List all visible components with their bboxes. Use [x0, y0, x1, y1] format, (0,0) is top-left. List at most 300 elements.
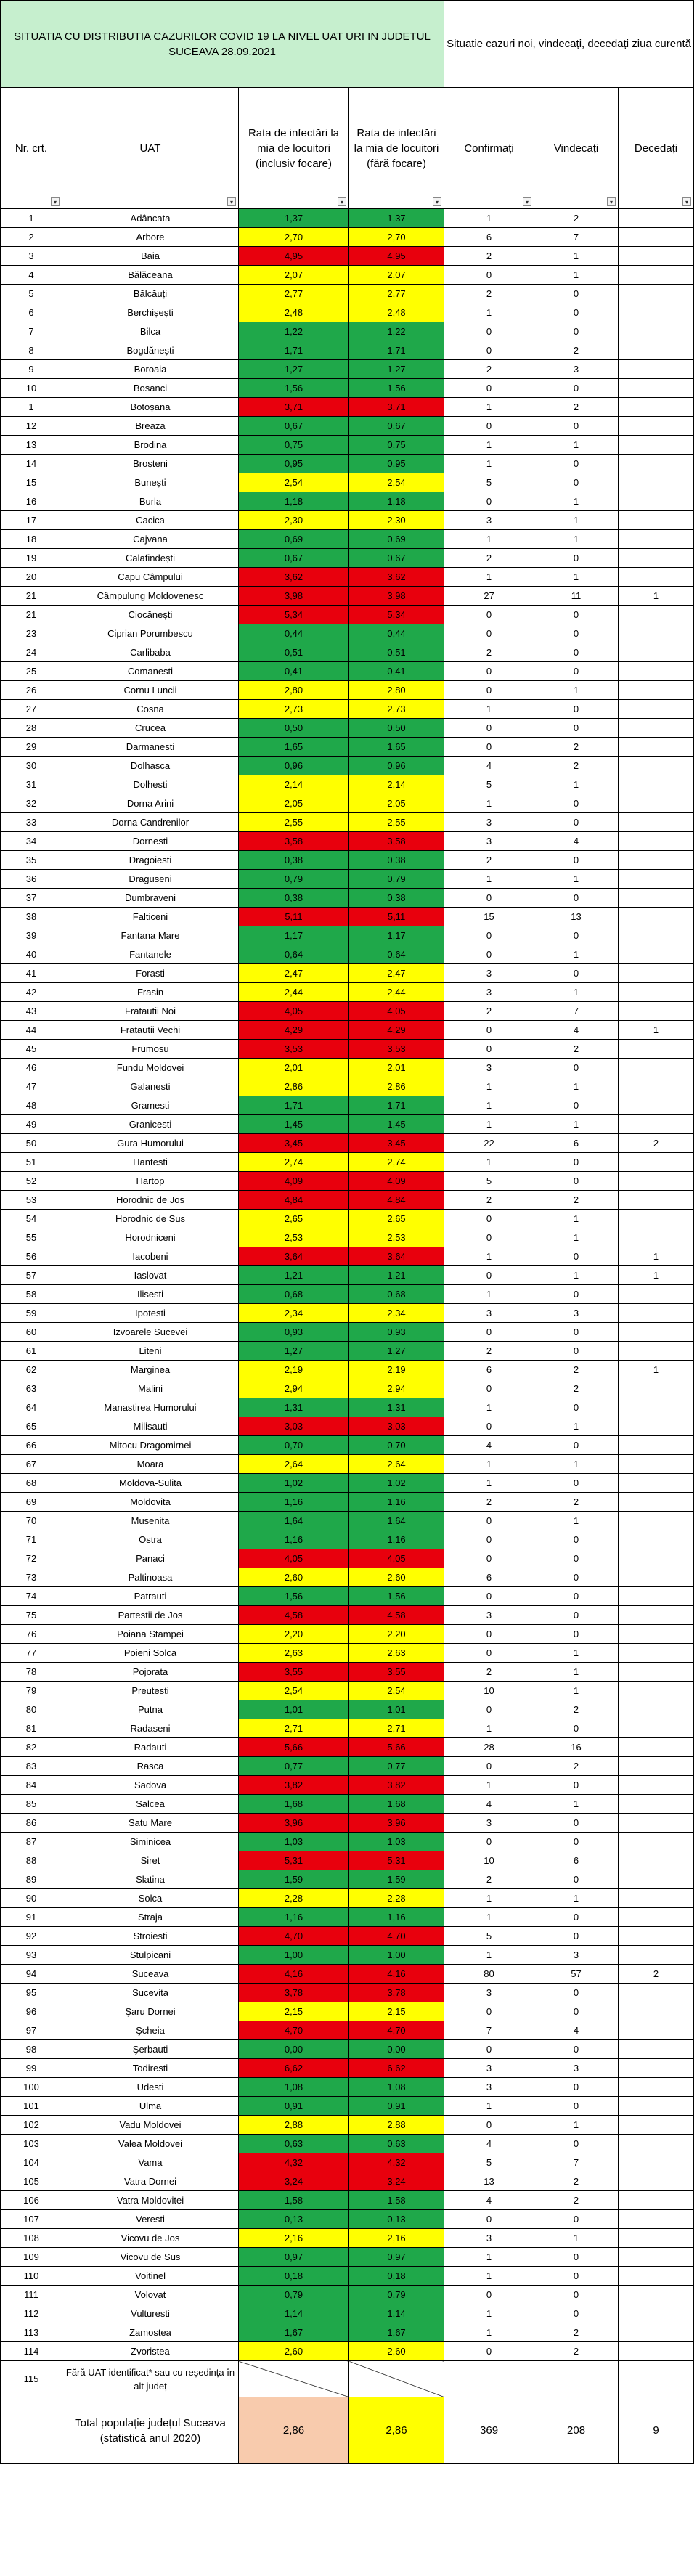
- row-rate-excl: 3,45: [349, 1134, 444, 1153]
- row-rate-excl: 5,31: [349, 1851, 444, 1870]
- row-rate-excl: 0,51: [349, 643, 444, 662]
- row-vindecati: 0: [534, 700, 619, 719]
- row-vindecati: 4: [534, 2021, 619, 2040]
- row-decedati: [619, 1096, 694, 1115]
- row-rate-excl: 1,17: [349, 926, 444, 945]
- row-uat-name: Hantesti: [62, 1153, 239, 1172]
- row-nr: 93: [1, 1946, 62, 1965]
- row-rate-excl: 1,14: [349, 2304, 444, 2323]
- row-decedati: [619, 870, 694, 889]
- header-rate-excl-label: Rata de infectări la mia de locuitori (fără focare): [354, 126, 439, 170]
- row-uat-name: Satu Mare: [62, 1814, 239, 1833]
- row-rate-excl: 0,93: [349, 1323, 444, 1342]
- row-confirmati: 2: [444, 1002, 534, 1021]
- total-vindecati: 208: [534, 2397, 619, 2464]
- row-nr: 53: [1, 1191, 62, 1210]
- row-confirmati: 1: [444, 2323, 534, 2342]
- row-confirmati: 1: [444, 1455, 534, 1474]
- row-rate-incl: 1,64: [239, 1512, 349, 1530]
- row-confirmati: 1: [444, 1115, 534, 1134]
- row-nr: 12: [1, 417, 62, 436]
- row-uat-name: Solca: [62, 1889, 239, 1908]
- row-rate-excl: 5,11: [349, 908, 444, 926]
- row-rate-incl: 0,38: [239, 889, 349, 908]
- row-confirmati: 3: [444, 1814, 534, 1833]
- table-row: [1, 1059, 694, 1077]
- row-nr: 95: [1, 1984, 62, 2002]
- row-vindecati: 2: [534, 1361, 619, 1379]
- row-confirmati: 0: [444, 2210, 534, 2229]
- total-rate-incl: 2,86: [239, 2397, 349, 2464]
- row-uat-name: Bunești: [62, 473, 239, 492]
- header-uat: [62, 88, 239, 209]
- empty-cell: [1, 2397, 62, 2464]
- table-row: [1, 1247, 694, 1266]
- row-decedati: [619, 1946, 694, 1965]
- row-decedati: [619, 1191, 694, 1210]
- row-rate-excl: 2,55: [349, 813, 444, 832]
- row-nr: 21: [1, 587, 62, 606]
- row-nr: 4: [1, 266, 62, 285]
- table-row: [1, 1398, 694, 1417]
- row-uat-name: Vadu Moldovei: [62, 2116, 239, 2135]
- row-decedati: [619, 266, 694, 285]
- row-vindecati: 2: [534, 1700, 619, 1719]
- row-nr: 35: [1, 851, 62, 870]
- table-row: [1, 1889, 694, 1908]
- filter-dropdown-icon[interactable]: ▾: [682, 197, 691, 206]
- row-confirmati: 1: [444, 1285, 534, 1304]
- row-vindecati: 2: [534, 2342, 619, 2361]
- row-uat-name: Falticeni: [62, 908, 239, 926]
- row-rate-excl: 2,05: [349, 794, 444, 813]
- row-rate-excl: 2,54: [349, 473, 444, 492]
- row-decedati: [619, 606, 694, 624]
- table-row: [1, 2304, 694, 2323]
- row-rate-excl: 3,58: [349, 832, 444, 851]
- row-vindecati: 0: [534, 1342, 619, 1361]
- table-row: [1, 455, 694, 473]
- table-row: [1, 2248, 694, 2267]
- table-row: [1, 2286, 694, 2304]
- table-row: [1, 2040, 694, 2059]
- row-uat-name: Dolhesti: [62, 775, 239, 794]
- row-vindecati: 0: [534, 1814, 619, 1833]
- row-decedati: [619, 1530, 694, 1549]
- row-rate-incl: 0,91: [239, 2097, 349, 2116]
- table-row: [1, 889, 694, 908]
- table-row: [1, 738, 694, 757]
- filter-dropdown-icon[interactable]: ▾: [338, 197, 346, 206]
- row-rate-incl: 2,54: [239, 1682, 349, 1700]
- row-rate-incl: 4,84: [239, 1191, 349, 1210]
- row-confirmati: 0: [444, 266, 534, 285]
- row-decedati: [619, 568, 694, 587]
- row-nr: 69: [1, 1493, 62, 1512]
- row-nr: 13: [1, 436, 62, 455]
- row-rate-excl: 1,65: [349, 738, 444, 757]
- row-vindecati: 0: [534, 322, 619, 341]
- row-confirmati: 1: [444, 436, 534, 455]
- row-uat-name: Frasin: [62, 983, 239, 1002]
- row-rate-excl: 1,71: [349, 341, 444, 360]
- row-uat-name: Arbore: [62, 228, 239, 247]
- row-rate-excl: 2,30: [349, 511, 444, 530]
- row-rate-incl: 4,29: [239, 1021, 349, 1040]
- row-rate-excl: 2,63: [349, 1644, 444, 1663]
- row-confirmati: 1: [444, 2097, 534, 2116]
- row-confirmati: 0: [444, 1549, 534, 1568]
- row-confirmati: 80: [444, 1965, 534, 1984]
- row-decedati: 1: [619, 1247, 694, 1266]
- row-confirmati: 0: [444, 1323, 534, 1342]
- row-rate-incl: 0,67: [239, 417, 349, 436]
- filter-dropdown-icon[interactable]: ▾: [523, 197, 531, 206]
- row-rate-excl: 3,82: [349, 1776, 444, 1795]
- row-vindecati: 0: [534, 794, 619, 813]
- row-vindecati: 0: [534, 2210, 619, 2229]
- row-confirmati: 0: [444, 1379, 534, 1398]
- row-rate-incl: 2,86: [239, 1077, 349, 1096]
- row-rate-incl: 4,05: [239, 1549, 349, 1568]
- row-uat-name: Stulpicani: [62, 1946, 239, 1965]
- filter-dropdown-icon[interactable]: ▾: [227, 197, 236, 206]
- row-rate-excl: 2,47: [349, 964, 444, 983]
- row-rate-excl: 2,53: [349, 1228, 444, 1247]
- row-rate-incl: 2,73: [239, 700, 349, 719]
- header-nr-label: Nr. crt.: [15, 142, 48, 155]
- table-row: [1, 1946, 694, 1965]
- row-confirmati: 0: [444, 1587, 534, 1606]
- row-decedati: [619, 2021, 694, 2040]
- row-uat-name: Radaseni: [62, 1719, 239, 1738]
- row-decedati: [619, 1002, 694, 1021]
- row-vindecati: 1: [534, 983, 619, 1002]
- row-decedati: [619, 1059, 694, 1077]
- row-rate-incl: 0,50: [239, 719, 349, 738]
- row-nr: 92: [1, 1927, 62, 1946]
- row-uat-name: Bălăceana: [62, 266, 239, 285]
- row-uat-name: Vatra Dornei: [62, 2172, 239, 2191]
- row-confirmati: 1: [444, 398, 534, 417]
- row-vindecati: 0: [534, 1398, 619, 1417]
- row-confirmati: 3: [444, 1304, 534, 1323]
- row-nr: 107: [1, 2210, 62, 2229]
- row-nr: 8: [1, 341, 62, 360]
- row-vindecati: 1: [534, 775, 619, 794]
- row-nr: 14: [1, 455, 62, 473]
- table-row: [1, 2153, 694, 2172]
- row-vindecati: 4: [534, 1021, 619, 1040]
- row-vindecati: 1: [534, 247, 619, 266]
- row-nr: 28: [1, 719, 62, 738]
- row-vindecati: 7: [534, 1002, 619, 1021]
- row-rate-excl: 2,86: [349, 1077, 444, 1096]
- row-nr: 17: [1, 511, 62, 530]
- row-uat-name: Bosanci: [62, 379, 239, 398]
- table-row: [1, 1682, 694, 1700]
- row-nr: 72: [1, 1549, 62, 1568]
- row-confirmati: 2: [444, 851, 534, 870]
- row-confirmati: 5: [444, 1172, 534, 1191]
- row-decedati: [619, 851, 694, 870]
- row-rate-incl: 1,56: [239, 379, 349, 398]
- row-decedati: [619, 757, 694, 775]
- row-decedati: [619, 2135, 694, 2153]
- row-rate-excl: 2,70: [349, 228, 444, 247]
- row-uat-name: Preutesti: [62, 1682, 239, 1700]
- row-nr: 110: [1, 2267, 62, 2286]
- row-rate-excl: 3,98: [349, 587, 444, 606]
- row-decedati: [619, 662, 694, 681]
- row-rate-excl: 0,41: [349, 662, 444, 681]
- header-uat-label: UAT: [139, 142, 161, 155]
- row-nr: 57: [1, 1266, 62, 1285]
- row-uat-name: Putna: [62, 1700, 239, 1719]
- row-rate-incl: 0,96: [239, 757, 349, 775]
- row-confirmati: 2: [444, 549, 534, 568]
- table-row: [1, 662, 694, 681]
- row-rate-incl: 1,21: [239, 1266, 349, 1285]
- table-row: [1, 1833, 694, 1851]
- row-decedati: [619, 379, 694, 398]
- table-row: [1, 1719, 694, 1738]
- row-vindecati: 0: [534, 813, 619, 832]
- row-confirmati: 13: [444, 2172, 534, 2191]
- row-confirmati: 3: [444, 2229, 534, 2248]
- row-confirmati: 0: [444, 2002, 534, 2021]
- row-nr: 102: [1, 2116, 62, 2135]
- row-decedati: [619, 1757, 694, 1776]
- row-confirmati: 0: [444, 1833, 534, 1851]
- table-row: [1, 379, 694, 398]
- row-rate-excl: 3,03: [349, 1417, 444, 1436]
- row-uat-name: Carlibaba: [62, 643, 239, 662]
- row-rate-excl: 2,19: [349, 1361, 444, 1379]
- row-nr: 71: [1, 1530, 62, 1549]
- row-vindecati: 0: [534, 1247, 619, 1266]
- row-uat-name: Fratautii Vechi: [62, 1021, 239, 1040]
- row-vindecati: 0: [534, 2002, 619, 2021]
- row-uat-name: Calafindești: [62, 549, 239, 568]
- table-row: [1, 436, 694, 455]
- row-rate-excl: 2,64: [349, 1455, 444, 1474]
- row-confirmati: 1: [444, 455, 534, 473]
- row-rate-excl: 1,22: [349, 322, 444, 341]
- row-uat-name: Musenita: [62, 1512, 239, 1530]
- row-uat-name: Vama: [62, 2153, 239, 2172]
- row-vindecati: 0: [534, 1927, 619, 1946]
- row-nr: 75: [1, 1606, 62, 1625]
- row-uat-name: Ostra: [62, 1530, 239, 1549]
- row-nr: 45: [1, 1040, 62, 1059]
- row-decedati: [619, 1455, 694, 1474]
- row-nr: 65: [1, 1417, 62, 1436]
- row-vindecati: 2: [534, 2191, 619, 2210]
- row-confirmati: 3: [444, 2059, 534, 2078]
- row-rate-excl: 2,07: [349, 266, 444, 285]
- header-confirmati: [444, 88, 534, 209]
- row-uat-name: Draguseni: [62, 870, 239, 889]
- row-rate-incl: 0,64: [239, 945, 349, 964]
- row-vindecati: 1: [534, 1889, 619, 1908]
- row-vindecati: 0: [534, 1153, 619, 1172]
- table-row: [1, 757, 694, 775]
- row-confirmati: 3: [444, 832, 534, 851]
- table-row: [1, 1096, 694, 1115]
- row-nr: 82: [1, 1738, 62, 1757]
- row-rate-incl: 2,05: [239, 794, 349, 813]
- row-decedati: [619, 455, 694, 473]
- row-vindecati: 3: [534, 2059, 619, 2078]
- row-uat-name: Poieni Solca: [62, 1644, 239, 1663]
- table-row: [1, 1738, 694, 1757]
- row-uat-name: Sadova: [62, 1776, 239, 1795]
- row-decedati: [619, 1682, 694, 1700]
- row-rate-excl: 1,27: [349, 1342, 444, 1361]
- row-rate-incl: 4,58: [239, 1606, 349, 1625]
- row-rate-excl: 2,28: [349, 1889, 444, 1908]
- row-nr: 58: [1, 1285, 62, 1304]
- table-row: [1, 398, 694, 417]
- row-uat-name: Zvoristea: [62, 2342, 239, 2361]
- row-rate-incl: 1,71: [239, 341, 349, 360]
- row-vindecati: 1: [534, 436, 619, 455]
- row-nr: 97: [1, 2021, 62, 2040]
- row-nr: 73: [1, 1568, 62, 1587]
- row-uat-name: Malini: [62, 1379, 239, 1398]
- row-rate-incl: 0,44: [239, 624, 349, 643]
- filter-dropdown-icon[interactable]: ▾: [433, 197, 441, 206]
- row-nr: 106: [1, 2191, 62, 2210]
- row-decedati: [619, 1719, 694, 1738]
- filter-dropdown-icon[interactable]: ▾: [51, 197, 60, 206]
- table-row: [1, 1568, 694, 1587]
- table-row: [1, 851, 694, 870]
- empty-diagonal-cell: [349, 2361, 444, 2397]
- row-confirmati: 0: [444, 681, 534, 700]
- row-rate-excl: 4,70: [349, 2021, 444, 2040]
- row-rate-excl: 1,27: [349, 360, 444, 379]
- row-uat-name: Moldovita: [62, 1493, 239, 1512]
- row-vindecati: 1: [534, 1266, 619, 1285]
- row-decedati: [619, 2229, 694, 2248]
- row-nr: 109: [1, 2248, 62, 2267]
- row-decedati: 1: [619, 587, 694, 606]
- table-row: [1, 511, 694, 530]
- table-row: [1, 209, 694, 228]
- table-row: [1, 322, 694, 341]
- row-rate-incl: 0,68: [239, 1285, 349, 1304]
- row-vindecati: 7: [534, 228, 619, 247]
- row-nr: 108: [1, 2229, 62, 2248]
- row-rate-excl: 0,50: [349, 719, 444, 738]
- row-confirmati: 0: [444, 1266, 534, 1285]
- row-decedati: [619, 1512, 694, 1530]
- row-nr: 10: [1, 379, 62, 398]
- row-vindecati: 2: [534, 209, 619, 228]
- row-nr: 99: [1, 2059, 62, 2078]
- row-rate-excl: 2,44: [349, 983, 444, 1002]
- row-vindecati: 1: [534, 1077, 619, 1096]
- row-vindecati: 0: [534, 379, 619, 398]
- row-confirmati: 0: [444, 322, 534, 341]
- row-decedati: [619, 926, 694, 945]
- table-row: [1, 945, 694, 964]
- row-vindecati: 2: [534, 398, 619, 417]
- row-rate-excl: 2,80: [349, 681, 444, 700]
- table-row: [1, 1115, 694, 1134]
- row-vindecati: 0: [534, 1984, 619, 2002]
- row-decedati: [619, 1663, 694, 1682]
- row-decedati: [619, 511, 694, 530]
- row-confirmati: 2: [444, 643, 534, 662]
- row-vindecati: 0: [534, 303, 619, 322]
- row-rate-incl: 1,71: [239, 1096, 349, 1115]
- row-uat-name: Ulma: [62, 2097, 239, 2116]
- row-nr: 113: [1, 2323, 62, 2342]
- row-vindecati: 0: [534, 1719, 619, 1738]
- row-confirmati: 3: [444, 1606, 534, 1625]
- row-nr: 36: [1, 870, 62, 889]
- row-nr: 19: [1, 549, 62, 568]
- row-vindecati: 0: [534, 1530, 619, 1549]
- row-uat-name: Salcea: [62, 1795, 239, 1814]
- row-vindecati: 1: [534, 568, 619, 587]
- row-decedati: [619, 1700, 694, 1719]
- row-vindecati: 0: [534, 1172, 619, 1191]
- table-row: [1, 813, 694, 832]
- row-rate-incl: 0,75: [239, 436, 349, 455]
- row-nr: 59: [1, 1304, 62, 1323]
- row-nr: 89: [1, 1870, 62, 1889]
- row-confirmati: 10: [444, 1851, 534, 1870]
- row-uat-name: Paltinoasa: [62, 1568, 239, 1587]
- row-confirmati: 7: [444, 2021, 534, 2040]
- table-row: [1, 775, 694, 794]
- row-rate-excl: 1,02: [349, 1474, 444, 1493]
- row-nr: 83: [1, 1757, 62, 1776]
- row-rate-excl: 1,58: [349, 2191, 444, 2210]
- row-vindecati: 1: [534, 1417, 619, 1436]
- table-row: [1, 1625, 694, 1644]
- table-row: [1, 1172, 694, 1191]
- row-rate-incl: 5,66: [239, 1738, 349, 1757]
- filter-dropdown-icon[interactable]: ▾: [607, 197, 616, 206]
- row-uat-name: Patrauti: [62, 1587, 239, 1606]
- row-rate-excl: 1,56: [349, 1587, 444, 1606]
- row-confirmati: 1: [444, 530, 534, 549]
- row-nr: 54: [1, 1210, 62, 1228]
- row-uat-name: Capu Câmpului: [62, 568, 239, 587]
- row-uat-name: Moldova-Sulita: [62, 1474, 239, 1493]
- table-row: [1, 549, 694, 568]
- row-nr: 5: [1, 285, 62, 303]
- row-vindecati: 2: [534, 1040, 619, 1059]
- table-row: [1, 568, 694, 587]
- table-row: [1, 1493, 694, 1512]
- row-uat-name: Fratautii Noi: [62, 1002, 239, 1021]
- row-decedati: [619, 1040, 694, 1059]
- row-rate-excl: 2,48: [349, 303, 444, 322]
- row-rate-excl: 2,60: [349, 1568, 444, 1587]
- row-vindecati: 0: [534, 417, 619, 436]
- row-confirmati: 1: [444, 303, 534, 322]
- row-decedati: [619, 1738, 694, 1757]
- row-uat-name: Boroaia: [62, 360, 239, 379]
- row-rate-incl: 0,93: [239, 1323, 349, 1342]
- empty-cell: [619, 2361, 694, 2397]
